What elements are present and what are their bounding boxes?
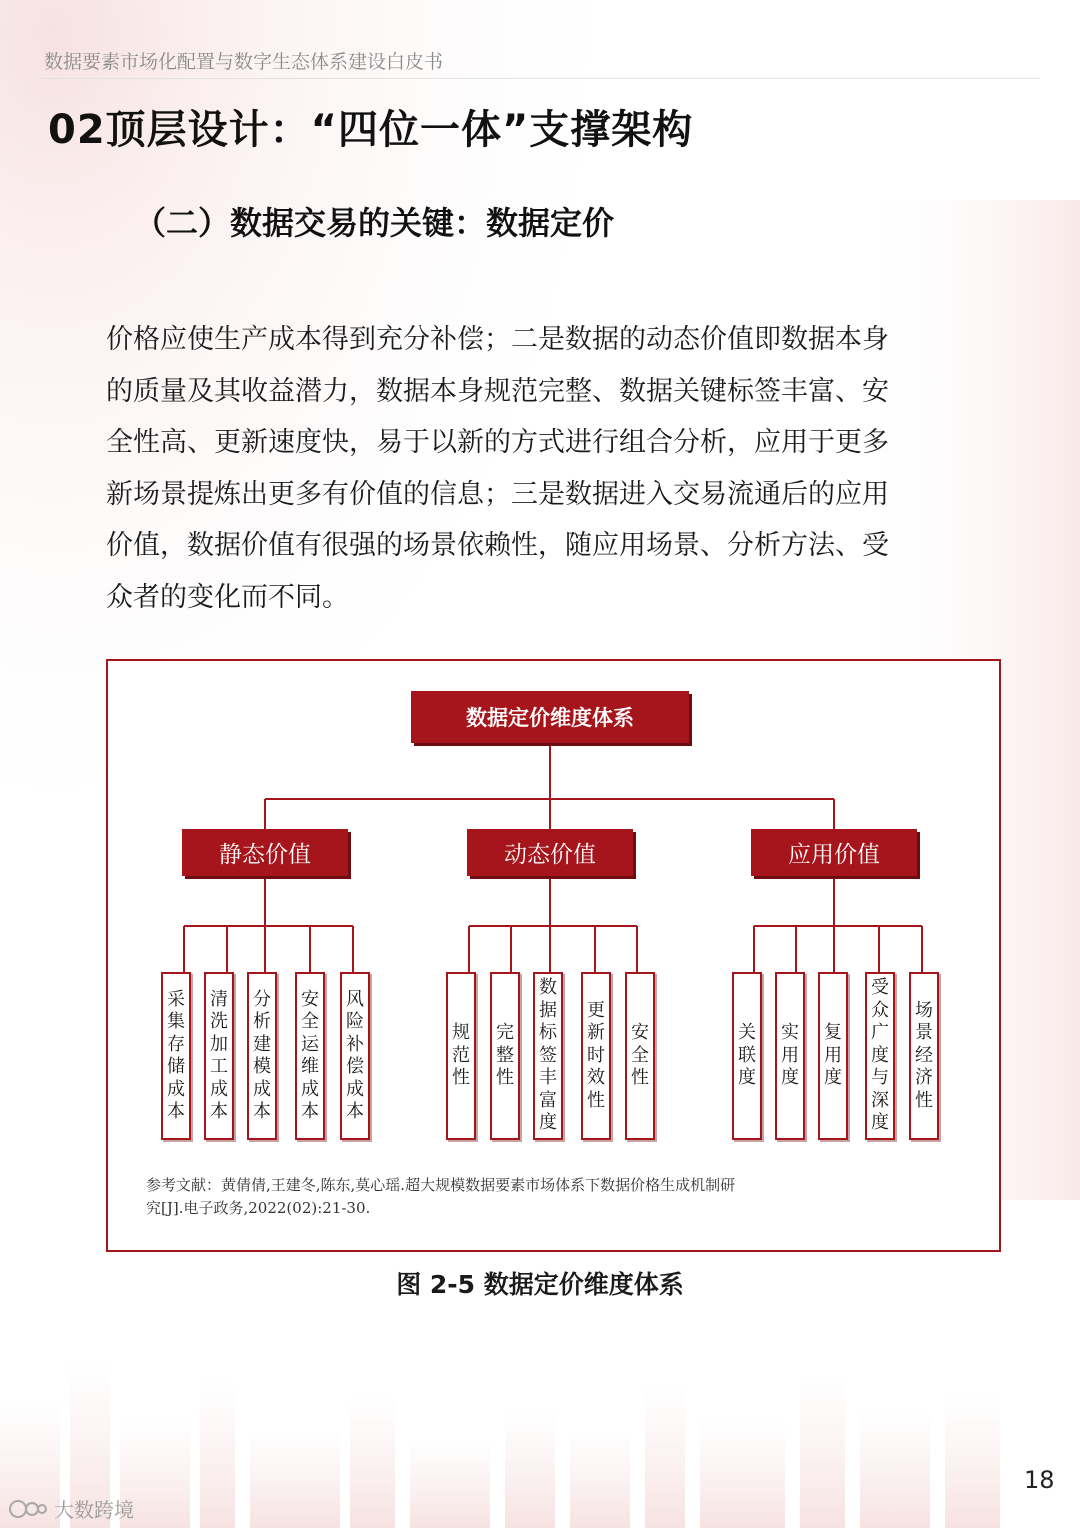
leaf-char: 场 [915, 999, 933, 1021]
watermark-text: 大数跨境 [54, 1498, 134, 1522]
leaf-char: 分 [253, 988, 271, 1010]
leaf-char: 度 [824, 1067, 842, 1089]
leaf-char: 富 [539, 1089, 557, 1111]
leaf-char: 安 [631, 1022, 649, 1044]
leaf-char: 偿 [346, 1056, 364, 1077]
leaf-char: 度 [871, 1112, 889, 1134]
leaf-char: 众 [871, 999, 889, 1021]
leaf-char: 本 [210, 1101, 228, 1122]
leaf-node [732, 972, 762, 1140]
leaf-char: 度 [539, 1112, 557, 1134]
body-line: 众者的变化而不同。 [106, 581, 349, 613]
watermark [8, 1494, 134, 1523]
leaf-node [204, 972, 234, 1140]
reference-line: 究[J].电子政务,2022(02):21-30. [146, 1199, 371, 1217]
figure-frame [106, 659, 1001, 1252]
leaf-node [295, 972, 325, 1140]
leaf-char: 度 [781, 1067, 799, 1089]
running-header: 数据要素市场化配置与数字生态体系建设白皮书 [44, 51, 444, 73]
leaf-char: 清 [210, 988, 228, 1010]
leaf-char: 运 [301, 1033, 319, 1055]
leaf-char: 成 [167, 1078, 185, 1100]
leaf-char: 维 [301, 1056, 319, 1077]
leaf-node [775, 972, 805, 1140]
leaf-char: 整 [496, 1044, 514, 1066]
leaf-char: 存 [167, 1033, 185, 1055]
leaf-char: 经 [915, 1044, 933, 1066]
category-application-value: 应用价值 [751, 829, 917, 876]
leaf-char: 洗 [210, 1011, 228, 1032]
leaf-node [581, 972, 611, 1140]
leaf-node [340, 972, 370, 1140]
leaf-char: 本 [167, 1101, 185, 1122]
body-line: 价值，数据价值有很强的场景依赖性，随应用场景、分析方法、受 [106, 530, 889, 561]
leaf-char: 新 [587, 1022, 605, 1044]
leaf-char: 补 [346, 1033, 364, 1055]
leaf-char: 采 [167, 988, 185, 1010]
leaf-char: 范 [452, 1044, 470, 1066]
leaf-char: 模 [253, 1056, 271, 1077]
leaf-char: 签 [539, 1044, 557, 1066]
leaf-char: 受 [871, 977, 889, 999]
leaf-char: 济 [915, 1067, 933, 1089]
leaf-node [625, 972, 655, 1140]
leaf-char: 安 [301, 988, 319, 1010]
leaf-char: 成 [253, 1078, 271, 1100]
leaf-char: 广 [871, 1022, 889, 1044]
leaf-char: 性 [631, 1067, 649, 1089]
body-paragraph [106, 314, 986, 623]
leaf-char: 标 [539, 1022, 557, 1044]
tree-connectors [108, 661, 999, 1250]
leaf-char: 数 [539, 977, 557, 999]
leaf-char: 全 [631, 1044, 649, 1066]
leaf-char: 性 [452, 1067, 470, 1089]
leaf-char: 风 [346, 988, 364, 1010]
leaf-char: 景 [915, 1022, 933, 1044]
leaf-char: 成 [346, 1078, 364, 1100]
leaf-char: 用 [781, 1044, 799, 1066]
leaf-char: 度 [738, 1067, 756, 1089]
category-static-value: 静态价值 [182, 829, 348, 876]
leaf-char: 建 [253, 1033, 271, 1055]
leaf-node [909, 972, 939, 1140]
leaf-char: 险 [346, 1011, 364, 1032]
leaf-char: 储 [167, 1056, 185, 1077]
leaf-char: 性 [915, 1089, 933, 1111]
leaf-node [865, 972, 895, 1140]
leaf-char: 时 [587, 1044, 605, 1066]
leaf-char: 本 [253, 1101, 271, 1122]
leaf-node [818, 972, 848, 1140]
leaf-char: 集 [167, 1011, 185, 1032]
leaf-char: 用 [824, 1044, 842, 1066]
leaf-char: 深 [871, 1089, 889, 1111]
leaf-char: 成 [301, 1078, 319, 1100]
leaf-char: 丰 [539, 1067, 557, 1089]
leaf-char: 度 [871, 1044, 889, 1066]
leaf-node [247, 972, 277, 1140]
leaf-char: 工 [210, 1056, 228, 1077]
category-dynamic-value: 动态价值 [467, 829, 633, 876]
leaf-node [446, 972, 476, 1140]
leaf-char: 据 [539, 999, 557, 1021]
leaf-char: 性 [587, 1089, 605, 1111]
leaf-char: 实 [781, 1022, 799, 1044]
watermark-logo-icon [8, 1498, 48, 1520]
leaf-char: 更 [587, 999, 605, 1021]
leaf-char: 本 [346, 1101, 364, 1122]
leaf-char: 关 [738, 1022, 756, 1044]
leaf-char: 本 [301, 1101, 319, 1122]
page-number: 18 [1024, 1466, 1055, 1494]
leaf-node [161, 972, 191, 1140]
leaf-char: 规 [452, 1022, 470, 1044]
leaf-char: 析 [253, 1011, 271, 1032]
reference-line: 参考文献：黄倩倩,王建冬,陈东,莫心瑶.超大规模数据要素市场体系下数据价格生成机制研 [146, 1176, 736, 1194]
leaf-node [533, 972, 563, 1140]
body-line: 全性高、更新速度快，易于以新的方式进行组合分析，应用于更多 [106, 427, 889, 458]
leaf-char: 全 [301, 1011, 319, 1032]
leaf-char: 与 [871, 1067, 889, 1089]
leaf-char: 完 [496, 1022, 514, 1044]
body-line: 的质量及其收益潜力，数据本身规范完整、数据关键标签丰富、安 [106, 375, 889, 407]
header-divider [40, 78, 1040, 79]
reference-note [146, 1174, 956, 1220]
body-line: 价格应使生产成本得到充分补偿；二是数据的动态价值即数据本身 [106, 324, 889, 355]
section-heading: （二）数据交易的关键：数据定价 [134, 204, 615, 242]
leaf-char: 联 [738, 1044, 756, 1066]
body-line: 新场景提炼出更多有价值的信息；三是数据进入交易流通后的应用 [106, 478, 889, 510]
page-title: 02顶层设计：“四位一体”支撑架构 [48, 107, 694, 153]
leaf-char: 效 [587, 1067, 605, 1089]
leaf-char: 加 [210, 1033, 228, 1055]
leaf-char: 性 [496, 1067, 514, 1089]
leaf-node [490, 972, 520, 1140]
root-node: 数据定价维度体系 [411, 691, 689, 743]
leaf-char: 复 [824, 1022, 842, 1044]
leaf-char: 成 [210, 1078, 228, 1100]
figure-caption: 图 2-5 数据定价维度体系 [396, 1270, 684, 1299]
